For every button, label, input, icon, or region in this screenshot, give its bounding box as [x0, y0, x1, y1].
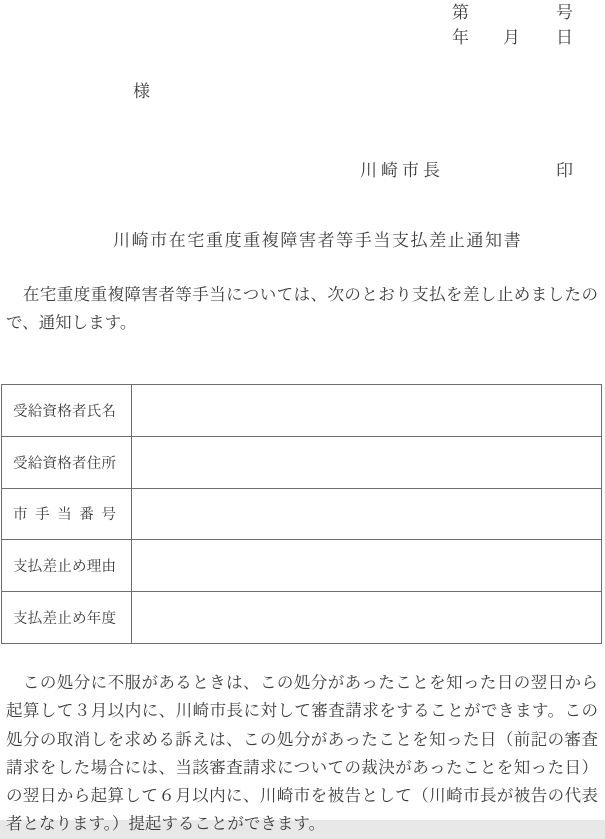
appeal-line-4: 請求をした場合には、当該審査請求についての裁決があったことを知った日） — [6, 757, 598, 777]
row-value-allowance-number — [132, 488, 602, 540]
row-label-suspension-reason: 支払差止め理由 — [2, 540, 132, 592]
doc-number-suffix: 号 — [556, 3, 573, 22]
doc-number-prefix: 第 — [452, 3, 469, 22]
date-year-label: 年 — [452, 28, 469, 47]
date-day-label: 日 — [556, 28, 573, 47]
row-value-suspension-year — [132, 592, 602, 644]
appeal-paragraph — [6, 669, 598, 839]
date-month-label: 月 — [503, 28, 520, 47]
issuer-name: 川崎市長 — [360, 161, 444, 180]
addressee-honorific: 様 — [133, 82, 150, 101]
seal-label: 印 — [556, 161, 573, 180]
intro-paragraph — [6, 281, 598, 338]
row-label-suspension-year: 支払差止め年度 — [2, 592, 132, 644]
intro-line-2: で、通知します。 — [6, 313, 137, 333]
table-row-recipient-name — [2, 385, 602, 437]
table-row-allowance-number — [2, 488, 602, 540]
appeal-line-2: 起算して３月以内に、川崎市長に対して審査請求をすることができます。この — [6, 701, 598, 721]
table-row-recipient-address — [2, 436, 602, 488]
row-label-recipient-name: 受給資格者氏名 — [2, 385, 132, 437]
row-label-allowance-number: 市手当番号 — [2, 488, 132, 540]
appeal-line-6: 者となります。）提起することができます。 — [6, 814, 326, 834]
row-value-recipient-address — [132, 436, 602, 488]
table-row-suspension-year — [2, 592, 602, 644]
table-row-suspension-reason — [2, 540, 602, 592]
row-value-recipient-name — [132, 385, 602, 437]
appeal-line-5: の翌日から起算して６月以内に、川崎市を被告として（川崎市長が被告の代表 — [6, 786, 598, 806]
appeal-line-3: 処分の取消しを求める訴えは、この処分があったことを知った日（前記の審査 — [6, 729, 598, 749]
appeal-line-1: この処分に不服があるときは、この処分があったことを知った日の翌日から — [6, 673, 598, 692]
document-title: 川崎市在宅重度重複障害者等手当支払差止通知書 — [113, 231, 523, 250]
row-label-recipient-address: 受給資格者住所 — [2, 436, 132, 488]
row-value-suspension-reason — [132, 540, 602, 592]
payment-suspension-table — [1, 384, 602, 644]
intro-line-1: 在宅重度重複障害者等手当については、次のとおり支払を差し止めましたの — [6, 285, 598, 304]
